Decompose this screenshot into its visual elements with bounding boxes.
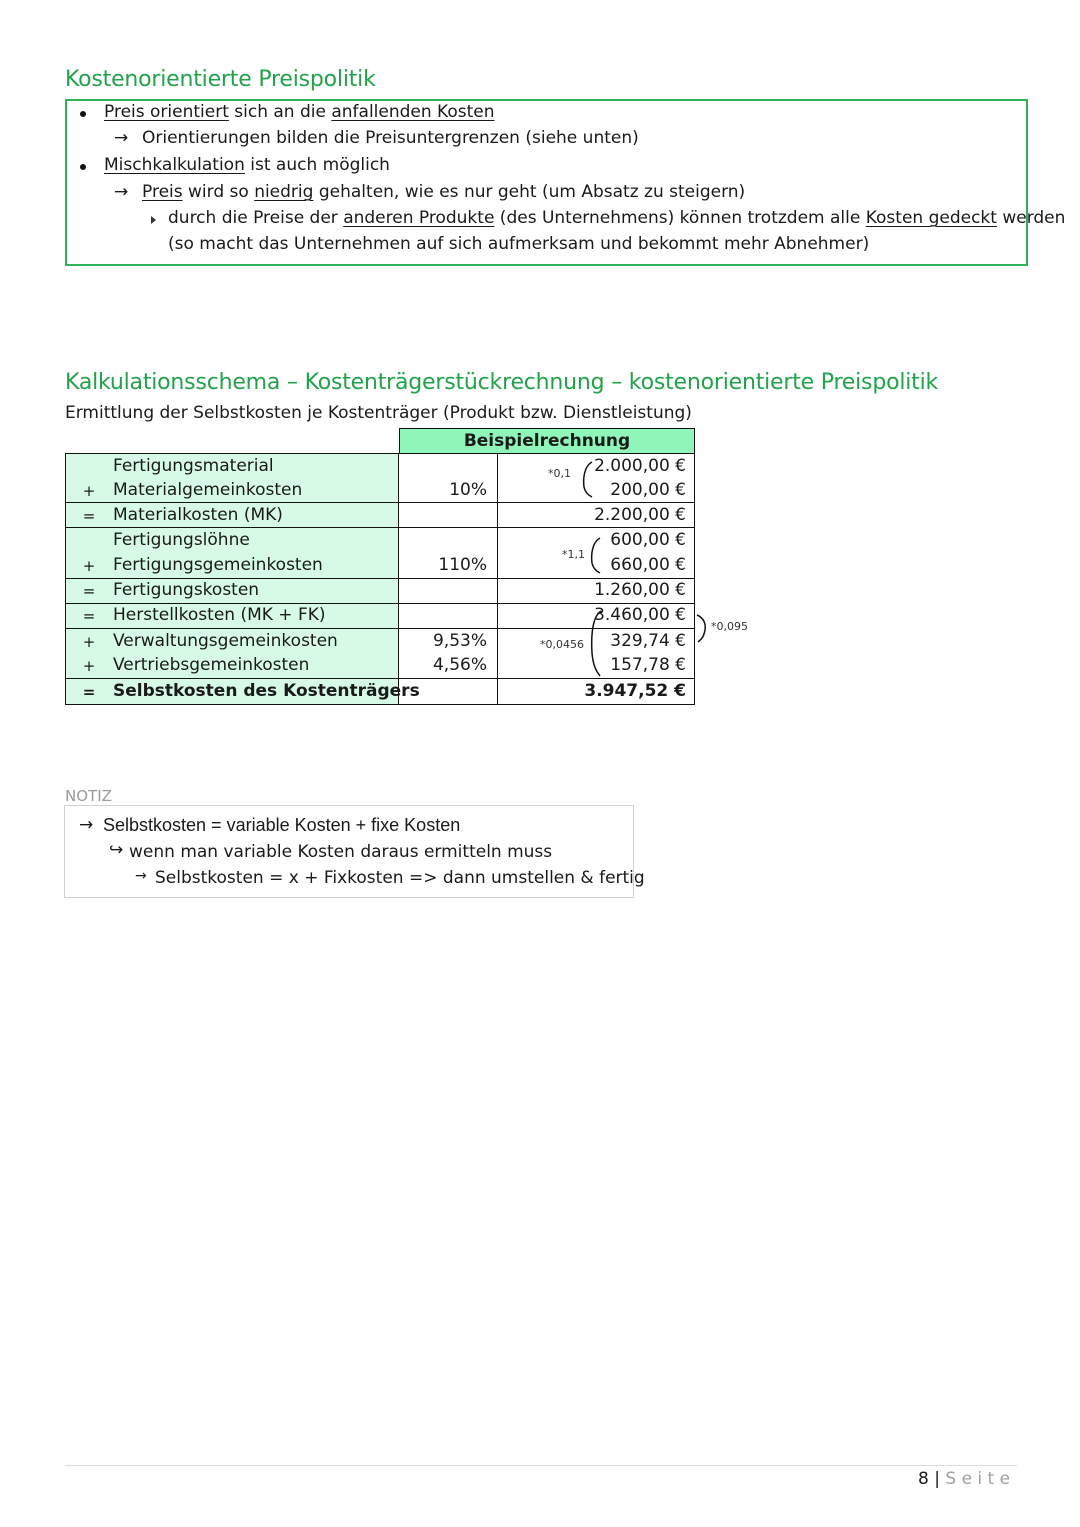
section-subtitle: Ermittlung der Selbstkosten je Kostenträger (Produkt bzw. Dienstleistung) <box>65 403 692 423</box>
bullet-line-1 <box>104 102 495 122</box>
note-label: NOTIZ <box>65 787 112 805</box>
return-arrow-icon: ↪ <box>109 840 124 860</box>
table-row-amount: 660,00 € <box>610 555 686 575</box>
note-line-1: Selbstkosten = variable Kosten + fixe Kosten <box>103 815 461 835</box>
brace-icon <box>586 535 604 575</box>
note-line-3: Selbstkosten = x + Fixkosten => dann umstellen & fertig <box>155 868 645 888</box>
bullet-subsub-line-2: (so macht das Unternehmen auf sich aufmerksam und bekommt mehr Abnehmer) <box>168 234 870 254</box>
underlined-term: anderen Produkte <box>343 208 495 228</box>
arrow-icon: → <box>114 128 129 148</box>
table-row-label: Fertigungslöhne <box>113 530 250 550</box>
table-row-sign: = <box>82 607 96 625</box>
table-border <box>694 453 695 705</box>
table-row-sign: + <box>82 482 96 500</box>
arrow-icon: → <box>79 815 94 835</box>
bullet-icon <box>80 164 86 170</box>
underlined-term: anfallenden Kosten <box>331 102 495 122</box>
underlined-term: Preis <box>142 182 183 202</box>
table-row-label-total: Selbstkosten des Kostenträgers <box>113 681 420 701</box>
bullet-icon <box>80 111 86 117</box>
table-border <box>398 453 399 705</box>
table-row-amount: 157,78 € <box>610 655 686 675</box>
bullet-sub-line-2 <box>142 182 745 202</box>
table-row-sign: = <box>82 683 96 701</box>
table-row-amount: 3.460,00 € <box>594 605 686 625</box>
table-row-amount: 2.200,00 € <box>594 505 686 525</box>
table-row-label: Herstellkosten (MK + FK) <box>113 605 326 625</box>
table-row-percent: 4,56% <box>432 655 487 675</box>
page-number: 8 <box>918 1469 929 1489</box>
annotation-factor: *0,0456 <box>540 638 584 651</box>
table-row-label: Fertigungsgemeinkosten <box>113 555 323 575</box>
annotation-factor: *0,1 <box>548 467 571 480</box>
bullet-sub-line-1: Orientierungen bilden die Preisuntergrenzen (siehe unten) <box>142 128 639 148</box>
section-title-kalkulationsschema: Kalkulationsschema – Kostenträgerstückrechnung – kostenorientierte Preispolitik <box>65 370 939 395</box>
table-header-beispielrechnung: Beispielrechnung <box>399 428 695 454</box>
text-fragment: ist auch möglich <box>244 155 390 175</box>
table-row-sign: + <box>82 633 96 651</box>
table-row-amount: 2.000,00 € <box>594 456 686 476</box>
bullet-line-2 <box>104 155 390 175</box>
text-fragment: werden <box>996 208 1066 228</box>
bullet-subsub-line-1 <box>168 208 1065 228</box>
table-border <box>65 453 66 705</box>
section-title-preispolitik: Kostenorientierte Preispolitik <box>65 67 376 92</box>
text-fragment: gehalten, wie es nur geht (um Absatz zu steigern) <box>313 182 746 202</box>
table-row-amount-total: 3.947,52 € <box>584 681 686 701</box>
underlined-term: niedrig <box>254 182 314 202</box>
table-row-sign: = <box>82 582 96 600</box>
table-row-label: Verwaltungsgemeinkosten <box>113 631 338 651</box>
table-border <box>65 578 695 579</box>
table-border <box>65 502 695 503</box>
table-row-label: Vertriebsgemeinkosten <box>113 655 310 675</box>
table-border <box>65 704 695 705</box>
table-border <box>65 453 695 454</box>
text-fragment: wird so <box>182 182 255 202</box>
table-row-amount: 200,00 € <box>610 480 686 500</box>
brace-icon <box>586 607 604 679</box>
table-row-label: Materialkosten (MK) <box>113 505 283 525</box>
table-row-label: Fertigungskosten <box>113 580 260 600</box>
text-fragment: sich an die <box>228 102 332 122</box>
underlined-term: Mischkalkulation <box>104 155 245 175</box>
brace-right-icon <box>694 612 712 644</box>
arrow-icon: → <box>114 182 129 202</box>
table-row-label: Fertigungsmaterial <box>113 456 274 476</box>
triangle-bullet-icon <box>151 216 156 224</box>
note-line-2: wenn man variable Kosten daraus ermitteln muss <box>129 842 553 862</box>
table-row-percent: 10% <box>449 480 487 500</box>
footer-separator: | <box>934 1469 940 1489</box>
footer-page-word: S e i t e <box>945 1469 1011 1489</box>
table-row-label: Materialgemeinkosten <box>113 480 303 500</box>
table-row-amount: 329,74 € <box>610 631 686 651</box>
table-row-sign: + <box>82 657 96 675</box>
footer-divider <box>65 1465 1017 1466</box>
text-fragment: (des Unternehmens) können trotzdem alle <box>494 208 866 228</box>
table-row-sign: = <box>82 507 96 525</box>
table-border <box>65 603 695 604</box>
text-fragment: durch die Preise der <box>168 208 344 228</box>
underlined-term: Preis orientiert <box>104 102 229 122</box>
table-row-sign: + <box>82 557 96 575</box>
page-footer <box>918 1469 1010 1489</box>
underlined-term: Kosten gedeckt <box>865 208 997 228</box>
table-row-percent: 9,53% <box>432 631 487 651</box>
table-row-amount: 1.260,00 € <box>594 580 686 600</box>
arrow-icon: → <box>135 868 147 884</box>
table-border <box>65 527 695 528</box>
table-row-percent: 110% <box>438 555 487 575</box>
annotation-factor: *1,1 <box>562 548 585 561</box>
annotation-factor: *0,095 <box>711 620 748 633</box>
table-border <box>497 453 498 705</box>
brace-icon <box>578 459 596 499</box>
table-row-amount: 600,00 € <box>610 530 686 550</box>
